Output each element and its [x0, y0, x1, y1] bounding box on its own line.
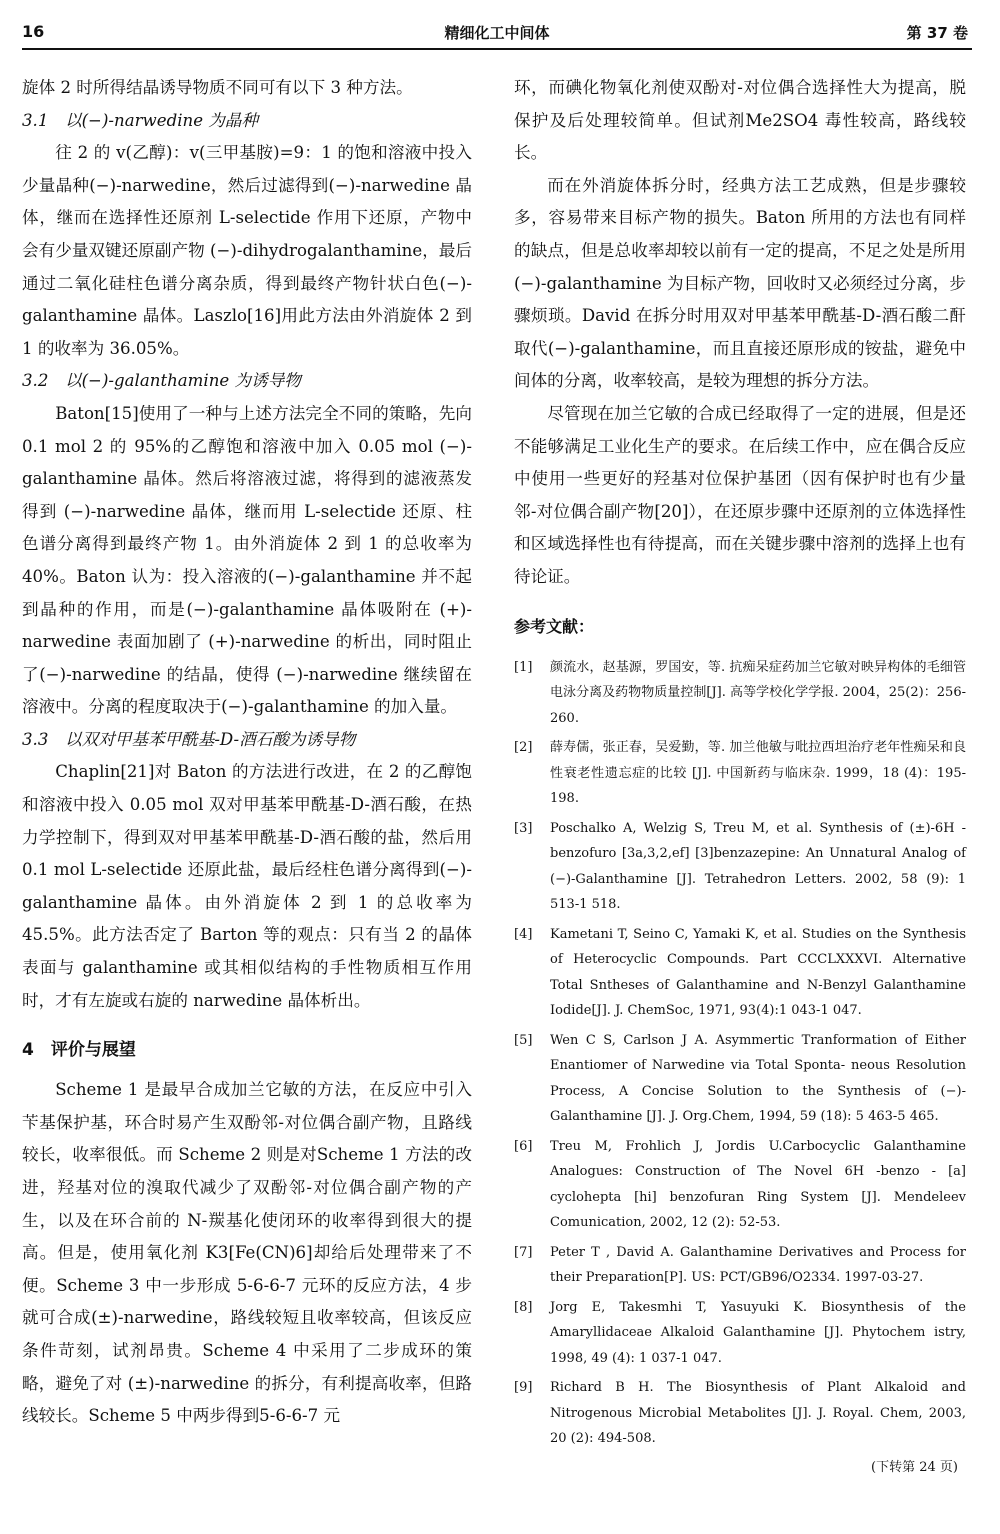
intro-paragraph: 旋体 2 时所得结晶诱导物质不同可有以下 3 种方法。: [22, 78, 413, 97]
volume-label: 第 37 卷: [906, 24, 968, 42]
resolution-paragraph: 而在外消旋体拆分时，经典方法工艺成熟，但是步骤较多，容易带来目标产物的损失。Baton 所用的方法也有同样的缺点，但是总收率却较以前有一定的提高，不足之处是所用(−)-galanthamine 为目标产物，回收时又必须经过分离，步骤烦琐。David 在拆分时用双对甲基苯甲酰基-D-酒石酸二酐取代(−)-galanthamine，而且直接还原形成的铵盐，避免中间体的分离，收率较高，是较为理想的拆分方法。: [514, 175, 966, 391]
section-3-2-heading: 3.2 以(−)-galanthamine 为诱导物: [22, 371, 301, 391]
section-3-3-paragraph: Chaplin[21]对 Baton 的方法进行改进，在 2 的乙醇饱和溶液中投入 0.05 mol 双对甲基苯甲酰基-D-酒石酸，在热力学控制下，得到双对甲基苯甲酰基-D-酒石酸的盐，然后用 0.1 mol L-selectide 还原此盐，最后经柱色谱分离得到(−)-galanthamine 晶体。由外消旋体 2 到 1 的总收率为 45.5%。此方法否定了 Barton 等的观点：只有当 2 的晶体表面与 galanthamine 或其相似结构的手性物质相互作用时，才有左旋或右旋的 narwedine 晶体析出。: [22, 762, 472, 1010]
reference-item: [2] 薛寿儒，张正春，吴爱勤，等. 加兰他敏与吡拉西坦治疗老年性痴呆和良性衰老性遗忘症的比较 [J]. 中国新药与临床杂. 1999，18 (4)：195-198.: [514, 740, 966, 806]
outlook-paragraph: 尽管现在加兰它敏的合成已经取得了一定的进展，但是还不能够满足工业化生产的要求。在后续工作中，应在偶合反应中使用一些更好的羟基对位保护基团（因有保护时也有少量邻-对位偶合副产物[20]），在还原步骤中还原剂的立体选择性和区域选择性也有待提高，而在关键步骤中溶剂的选择上也有待论证。: [514, 403, 966, 586]
continuation-paragraph: 环，而碘化物氧化剂使双酚对-对位偶合选择性大为提高，脱保护及后处理较简单。但试剂Me2SO4 毒性较高，路线较长。: [514, 78, 966, 163]
journal-title: 精细化工中间体: [444, 24, 550, 42]
reference-item: [4] Kametani T, Seino C, Yamaki K, et al. Studies on the Synthesis of Heterocyclic Compounds. Part CCCLXXXVI. Alternative Total Sntheses of Galanthamine and N-Benzyl Galanthamine Iodide[J]. J. ChemSoc, 1971, 93(4):1 043-1 047.: [514, 926, 966, 1018]
reference-item: [6] Treu M, Frohlich J, Jordis U.Carbocyclic Galanthamine Analogues: Construction of The Novel 6H -benzo - [a] cyclohepta [hi] benzofuran Ring System [J]. Mendeleev Comunication, 2002, 12 (2): 52-53.: [514, 1138, 966, 1230]
reference-item: [9] Richard B H. The Biosynthesis of Plant Alkaloid and Nitrogenous Microbial Metabolites [J]. J. Royal. Chem, 2003, 20 (2): 494-508.: [514, 1380, 966, 1446]
reference-item: [1] 颜流水，赵基源，罗国安，等. 抗痴呆症药加兰它敏对映异构体的毛细管电泳分离及药物物质量控制[J]. 高等学校化学学报. 2004，25(2)：256-260.: [514, 659, 966, 726]
reference-item: [7] Peter T , David A. Galanthamine Derivatives and Process for their Preparation[P]. US: PCT/GB96/O2334. 1997-03-27.: [514, 1244, 966, 1285]
references-heading: 参考文献：: [514, 616, 595, 636]
section-4-heading: 4 评价与展望: [22, 1040, 136, 1061]
section-3-2-paragraph: Baton[15]使用了一种与上述方法完全不同的策略，先向 0.1 mol 2 的 95%的乙醇饱和溶液中加入 0.05 mol (−)-galanthamine 晶体。然后将溶液过滤，将得到的滤液蒸发得到 (−)-narwedine 晶体，继而用 L-selectide 还原、柱色谱分离得到最终产物 1。由外消旋体 2 到 1 的总收率为 40%。Baton 认为：投入溶液的(−)-galanthamine 并不起到晶种的作用，而是(−)-galanthamine 晶体吸附在 (+)-narwedine 表面加剧了 (+)-narwedine 的析出，同时阻止了(−)-narwedine 的结晶，使得 (−)-narwedine 继续留在溶液中。分离的程度取决于(−)-galanthamine 的加入量。: [22, 403, 472, 717]
continued-note: (下转第 24 页): [871, 1459, 958, 1475]
reference-item: [3] Poschalko A, Welzig S, Treu M, et al. Synthesis of (±)-6H -benzofuro [3a,3,2,ef] [3]benzazepine: An Unnatural Analog of (−)-Galanthamine [J]. Tetrahedron Letters. 2002, 58 (9): 1 513-1 518.: [514, 820, 966, 912]
right-column: [514, 72, 966, 1475]
reference-item: [8] Jorg E, Takesmhi T, Yasuyuki K. Biosynthesis of the Amaryllidaceae Alkaloid Galanthamine [J]. Phytochem istry, 1998, 49 (4): 1 037-1 047.: [514, 1299, 966, 1366]
section-3-3-heading: 3.3 以双对甲基苯甲酰基-D-酒石酸为诱导物: [22, 729, 356, 749]
references-list: [514, 655, 966, 1452]
section-3-1-heading: 3.1 以(−)-narwedine 为晶种: [22, 110, 259, 130]
page-number: 16: [22, 22, 45, 41]
section-4-paragraph: Scheme 1 是最早合成加兰它敏的方法，在反应中引入苄基保护基，环合时易产生双酚邻-对位偶合副产物，且路线较长，收率很低。而 Scheme 2 则是对Scheme 1 方法的改进，羟基对位的溴取代减少了双酚邻-对位偶合副产物的产生，以及在环合前的 N-羰基化使闭环的收率得到很大的提高。但是，使用氧化剂 K3[Fe(CN)6]却给后处理带来了不便。Scheme 3 中一步形成 5-6-6-7 元环的反应方法，4 步就可合成(±)-narwedine，路线较短且收率较高，但该反应条件苛刻，试剂昂贵。Scheme 4 中采用了二步成环的策略，避免了对 (±)-narwedine 的拆分，有利提高收率，但路线较长。Scheme 5 中两步得到5-6-6-7 元: [22, 1080, 472, 1426]
left-column: [22, 72, 472, 1433]
page-header: [22, 18, 972, 50]
reference-item: [5] Wen C S, Carlson J A. Asymmertic Tranformation of Either Enantiomer of Narwedine via Total Sponta- neous Resolution Process, A Concise Solution to the Synthesis of (−)-Galanthamine [J]. J. Org.Chem, 1994, 59 (18): 5 463-5 465.: [514, 1032, 966, 1124]
section-3-1-paragraph: 往 2 的 v(乙醇)：v(三甲基胺)=9：1 的饱和溶液中投入少量晶种(−)-narwedine，然后过滤得到(−)-narwedine 晶体，继而在选择性还原剂 L-selectide 作用下还原，产物中会有少量双键还原副产物 (−)-dihydrogalanthamine，最后通过二氧化硅柱色谱分离杂质，得到最终产物针状白色(−)-galanthamine 晶体。Laszlo[16]用此方法由外消旋体 2 到 1 的收率为 36.05%。: [22, 143, 472, 358]
